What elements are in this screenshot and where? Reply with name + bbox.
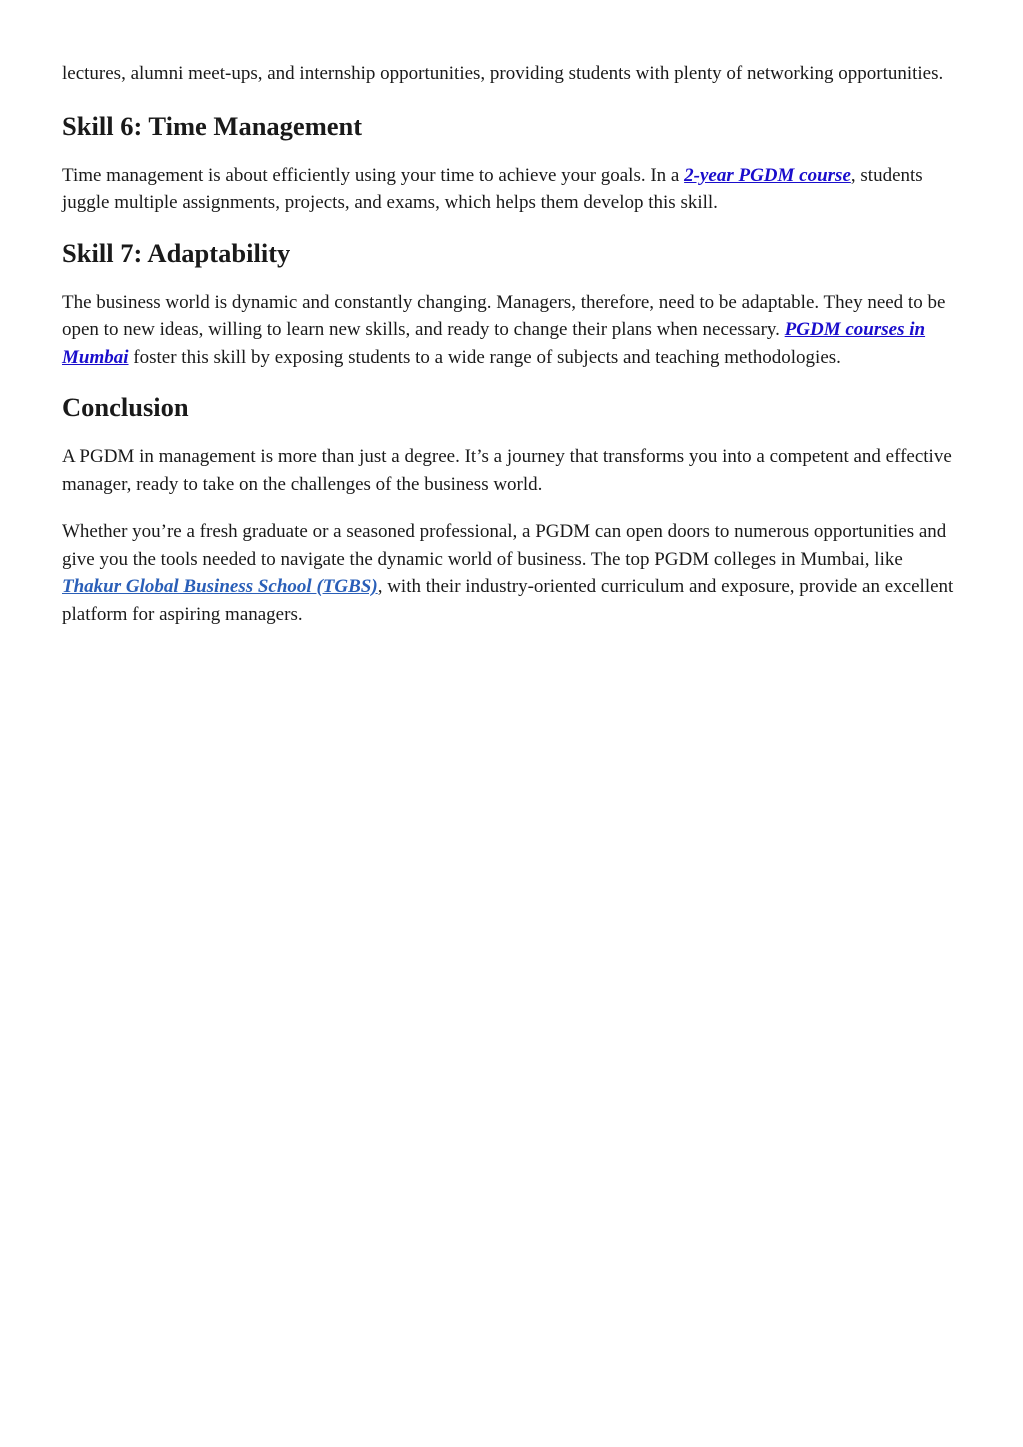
conclusion-text-before: Whether you’re a fresh graduate or a seasoned professional, a PGDM can open doors to numerous opportunities and give you the tools needed to navigate the dynamic world of business. The top PGDM colleges in Mumbai, like — [62, 521, 947, 570]
skill7-paragraph — [62, 289, 962, 372]
conclusion-text-after: , with their industry-oriented curriculum and exposure, provide an excellent platform for aspiring managers. — [62, 576, 954, 625]
skill6-text-before: Time management is about efficiently using your time to achieve your goals. In a — [62, 164, 685, 186]
skill7-text-before: The business world is dynamic and constantly changing. Managers, therefore, need to be adaptable. They need to be open to new ideas, willing to learn new skills, and ready to change their plans when necessary. — [62, 291, 946, 340]
pgdm-mumbai-link[interactable]: PGDM courses in Mumbai — [62, 319, 926, 368]
skill6-heading: Skill 6: Time Management — [62, 110, 363, 141]
intro-text: lectures, alumni meet-ups, and internship opportunities, providing students with plenty of networking opportunities. — [62, 63, 944, 84]
skill6-paragraph — [62, 162, 962, 217]
skill7-heading: Skill 7: Adaptability — [62, 237, 291, 268]
conclusion-paragraph-2 — [62, 518, 962, 628]
skill7-text-after: foster this skill by exposing students to a wide range of subjects and teaching methodologies. — [128, 346, 841, 368]
document-page — [62, 60, 962, 648]
skill6-text-after: , students juggle multiple assignments, projects, and exams, which helps them develop this skill. — [62, 164, 923, 213]
pgdm-course-link[interactable]: 2-year PGDM course — [684, 164, 851, 186]
tgbs-link[interactable]: Thakur Global Business School (TGBS) — [62, 576, 378, 597]
intro-paragraph — [62, 60, 962, 88]
conclusion-heading: Conclusion — [62, 392, 189, 422]
conclusion-paragraph-1: A PGDM in management is more than just a degree. It’s a journey that transforms you into a competent and effective manager, ready to take on the challenges of the business world. — [62, 446, 952, 495]
